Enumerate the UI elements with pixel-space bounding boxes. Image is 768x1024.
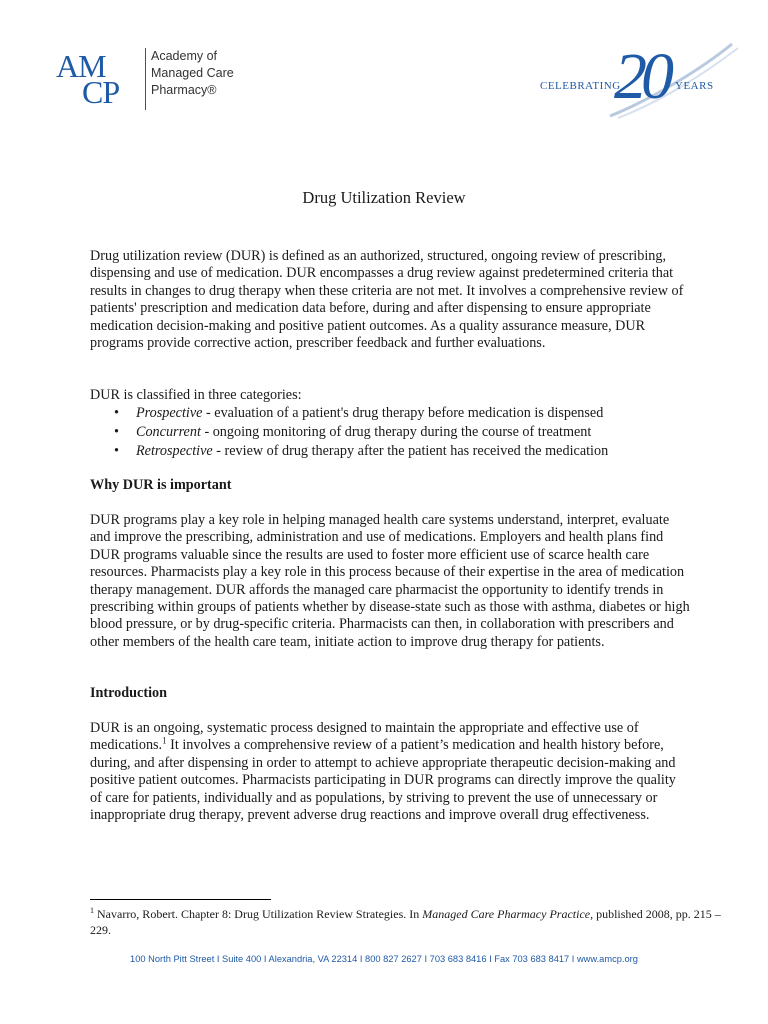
org-name-line: Managed Care [151,66,234,80]
category-term: Prospective [136,405,203,421]
footnote-reference[interactable]: 1 [162,735,167,746]
document-title: Drug Utilization Review [302,188,466,207]
bullet-icon: • [114,405,119,421]
footnote-divider [90,899,271,900]
category-term: Concurrent [136,424,201,440]
org-name-line: Pharmacy® [151,83,217,97]
list-item [90,423,608,442]
footnote-marker: 1 [90,906,94,915]
years-label: YEARS [675,80,714,92]
footnote-text-a: Navarro, Robert. Chapter 8: Drug Utilization Review Strategies. In [94,907,423,921]
list-item [90,404,608,423]
categories-list [90,404,608,461]
why-dur-heading: Why DUR is important [90,477,232,493]
logo-letters-cp: CP [82,74,120,110]
logo-letters-am: AM [56,48,106,84]
category-desc: - review of drug therapy after the patient has received the medication [212,443,609,459]
bullet-icon: • [114,424,119,440]
categories-lead: DUR is classified in three categories: [90,387,302,403]
footnote-text-b: , published 2008, pp. 215 – 229. [90,907,721,937]
anniversary-number: 20 [614,40,668,113]
category-desc: - evaluation of a patient's drug therapy before medication is dispensed [202,405,604,421]
footer-contact: 100 North Pitt Street I Suite 400 I Alexandria, VA 22314 I 800 827 2627 I 703 683 8416 I Fax 703 683 8417 I www.amcp.org [130,954,638,964]
intro-text-b: It involves a comprehensive review of a patient’s medication and health history before, during, and after dispensing in order to attempt to achieve appropriate therapeutic decision-making and positive patient outcomes. Pharmacists participating in DUR programs can directly improve the quality of care for patients, individually and as populations, by striving to prevent the use of unnecessary or inappropriate drug therapy, prevent adverse drug reactions and improve overall drug effectiveness. [90,737,676,824]
footnote-book-title: Managed Care Pharmacy Practice [422,907,591,921]
introduction-paragraph [90,720,690,824]
org-name [151,48,234,99]
intro-text-a: DUR is an ongoing, systematic process designed to maintain the appropriate and effective use of medications. [90,720,639,754]
list-item [90,442,608,461]
org-name-line: Academy of [151,49,218,63]
footnote [90,906,730,938]
introduction-heading: Introduction [90,685,167,701]
why-dur-paragraph: DUR programs play a key role in helping managed health care systems understand, interpret, evaluate and improve the prescribing, administration and use of medications. Employers and health plans find DUR programs valuable since the results are used to foster more efficient use of scarce health care resources. Pharmacists play a key role in this process because of their expertise in the area of medication therapy management. DUR affords the managed care pharmacist the opportunity to identify trends in prescribing within groups of patients whether by disease-state such as those with asthma, diabetes or high blood pressure, or by drug-specific criteria. Pharmacists can then, in collaboration with prescribers and other members of the health care team, initiate action to improve drug therapy for patients. [90,512,690,650]
category-term: Retrospective [136,443,213,459]
celebrating-20-years-emblem [540,40,730,120]
celebrating-label: CELEBRATING [540,80,621,92]
amcp-logo [56,44,256,114]
bullet-icon: • [114,443,119,459]
logo-divider [145,48,146,110]
definition-paragraph: Drug utilization review (DUR) is defined as an authorized, structured, ongoing review of prescribing, dispensing and use of medication. DUR encompasses a drug review against predetermined criteria that results in changes to drug therapy when these criteria are not met. It involves a comprehensive review of patients' prescription and medication data before, during and after dispensing to ensure appropriate medication decision-making and positive patient outcomes. As a quality assurance measure, DUR programs provide corrective action, prescriber feedback and further evaluations. [90,248,684,352]
category-desc: - ongoing monitoring of drug therapy during the course of treatment [200,424,592,440]
